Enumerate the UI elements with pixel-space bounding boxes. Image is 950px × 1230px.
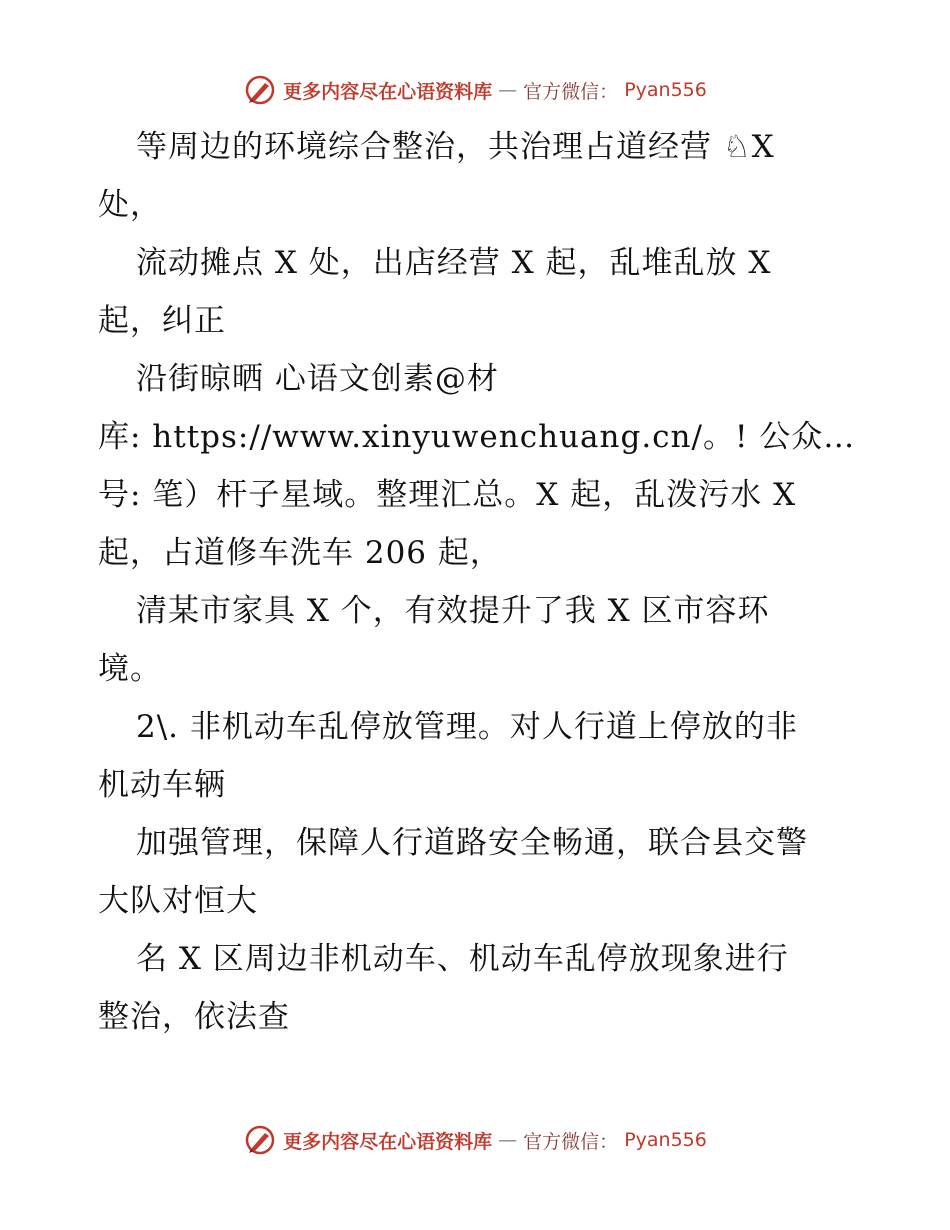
text-line: 加强管理，保障人行道路安全畅通，联合县交警 (136, 825, 808, 861)
text-line: 起，纠正 (98, 303, 226, 339)
footer-banner (0, 1120, 950, 1160)
banner-main-text: 更多内容尽在心语资料库 (283, 80, 493, 103)
banner-wechat-label: 官方微信： (523, 1130, 619, 1153)
text-line: 等周边的环境综合整治，共治理占道经营 ♘X (136, 129, 775, 165)
text-line: 大队对恒大 (98, 883, 258, 919)
banner-wechat-id: Pyan556 (624, 1129, 707, 1151)
pen-logo-icon (243, 1123, 277, 1157)
text-line: 处， (98, 187, 162, 223)
text-line: 名 X 区周边非机动车、机动车乱停放现象进行 (136, 941, 789, 977)
text-line: 号: 笔）杆子星域。整理汇总。X 起，乱泼污水 X (98, 477, 797, 513)
text-line: 整治，依法查 (98, 999, 290, 1035)
text-line: 起，占道修车洗车 206 起， (98, 535, 502, 571)
text-line: 境。 (98, 651, 162, 687)
banner-wechat-id: Pyan556 (624, 79, 707, 101)
banner-main-text: 更多内容尽在心语资料库 (283, 1130, 493, 1153)
document-body (98, 118, 858, 1046)
text-line: 清某市家具 X 个，有效提升了我 X 区市容环 (136, 593, 770, 629)
text-line: 流动摊点 X 处，出店经营 X 起，乱堆乱放 X (136, 245, 772, 281)
text-line: 2\. 非机动车乱停放管理。对人行道上停放的非 (136, 709, 798, 745)
header-banner (0, 70, 950, 110)
text-line: 沿街晾晒 心语文创素@材 (136, 361, 499, 397)
text-line: 库: https://www.xinyuwenchuang.cn/。! 公众… (98, 419, 856, 455)
banner-wechat-label: 官方微信： (523, 80, 619, 103)
pen-logo-icon (243, 73, 277, 107)
text-line: 机动车辆 (98, 767, 226, 803)
banner-dash: — (498, 1129, 518, 1151)
banner-dash: — (498, 79, 518, 101)
